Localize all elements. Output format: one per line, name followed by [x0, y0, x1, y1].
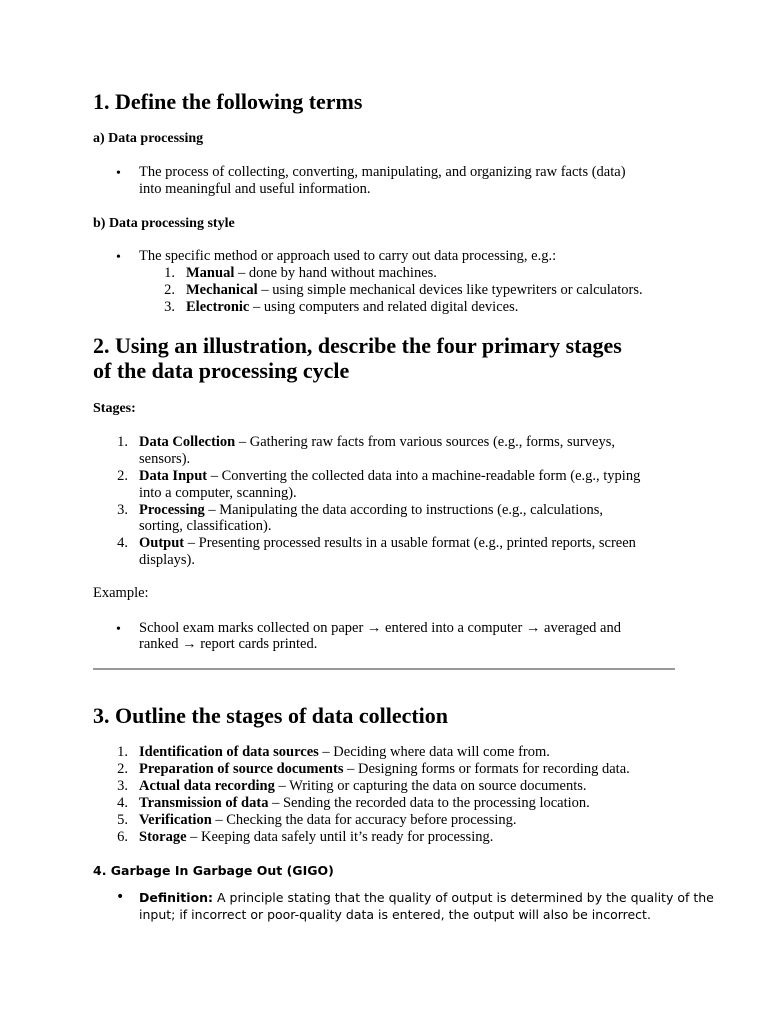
- list-item-term: Actual data recording: [139, 778, 275, 794]
- list-item-continuation: displays).: [139, 552, 195, 568]
- q2-stages-label: Stages:: [93, 401, 136, 416]
- list-item-term: Preparation of source documents: [139, 761, 344, 777]
- q2-heading-line1: 2. Using an illustration, describe the four primary stages: [93, 333, 622, 358]
- list-number: 3.: [164, 299, 175, 315]
- list-item: [139, 795, 590, 812]
- list-item: [186, 282, 643, 299]
- list-item-continuation: into a computer, scanning).: [139, 485, 297, 501]
- bullet-marker: •: [116, 250, 121, 265]
- q1a-subheading: a) Data processing: [93, 131, 204, 146]
- q1-heading: 1. Define the following terms: [93, 89, 363, 114]
- list-number: 6.: [117, 829, 128, 845]
- list-item: [139, 829, 493, 846]
- definition-label: Definition:: [139, 890, 214, 905]
- list-item: [139, 535, 636, 552]
- q4-heading: 4. Garbage In Garbage Out (GIGO): [93, 863, 334, 878]
- list-item: [139, 744, 550, 761]
- list-number: 4.: [117, 535, 128, 551]
- bullet-marker: •: [116, 622, 121, 637]
- list-item-term: Output: [139, 535, 185, 551]
- list-item: [139, 434, 615, 451]
- list-item-term: Data Input: [139, 468, 208, 484]
- q1b-subheading: b) Data processing style: [93, 216, 235, 231]
- list-item-desc: – Designing forms or formats for recording data.: [343, 761, 630, 777]
- q4-definition-line2: input; if incorrect or poor-quality data is entered, the output will also be incorrect.: [139, 907, 651, 922]
- list-item-continuation: sensors).: [139, 451, 191, 467]
- list-number: 3.: [117, 502, 128, 518]
- q3-heading: 3. Outline the stages of data collection: [93, 703, 449, 728]
- bullet-marker: •: [116, 166, 121, 181]
- list-item-term: Mechanical: [186, 282, 258, 298]
- list-number: 2.: [164, 282, 175, 298]
- list-item-desc: – done by hand without machines.: [234, 265, 437, 281]
- q4-definition-line1: [139, 889, 714, 906]
- list-item-term: Storage: [139, 829, 187, 845]
- list-number: 5.: [117, 812, 128, 828]
- list-number: 4.: [117, 795, 128, 811]
- list-item-desc: – Presenting processed results in a usable format (e.g., printed reports, screen: [184, 535, 636, 551]
- list-item-continuation: sorting, classification).: [139, 518, 272, 534]
- list-number: 3.: [117, 778, 128, 794]
- list-item-term: Electronic: [186, 299, 250, 315]
- q1b-definition: The specific method or approach used to carry out data processing, e.g.:: [139, 248, 557, 264]
- list-item: [186, 299, 518, 316]
- list-item: [139, 761, 630, 778]
- q1a-definition-line1: The process of collecting, converting, manipulating, and organizing raw facts (data): [139, 164, 626, 180]
- list-item-term: Processing: [139, 502, 205, 518]
- list-number: 1.: [117, 744, 128, 760]
- list-item-desc: – Writing or capturing the data on source documents.: [274, 778, 587, 794]
- q2-example-line2: ranked → report cards printed.: [139, 636, 318, 652]
- list-item-term: Identification of data sources: [139, 744, 319, 760]
- bullet-marker: •: [116, 889, 125, 905]
- q2-example-label: Example:: [93, 585, 149, 601]
- list-number: 2.: [117, 468, 128, 484]
- list-item: [139, 502, 603, 519]
- list-item-term: Transmission of data: [139, 795, 269, 811]
- list-item: [186, 265, 437, 282]
- list-item-desc: – Deciding where data will come from.: [318, 744, 550, 760]
- list-number: 1.: [117, 434, 128, 450]
- list-item-desc: – Checking the data for accuracy before processing.: [211, 812, 517, 828]
- list-item-desc: – Sending the recorded data to the processing location.: [268, 795, 590, 811]
- list-item-desc: – Keeping data safely until it’s ready for processing.: [186, 829, 494, 845]
- list-item-term: Verification: [139, 812, 212, 828]
- list-item-desc: – using computers and related digital devices.: [249, 299, 519, 315]
- q2-heading-line2: of the data processing cycle: [93, 358, 350, 383]
- list-item-desc: – Manipulating the data according to instructions (e.g., calculations,: [204, 502, 604, 518]
- horizontal-divider: [93, 668, 675, 670]
- q2-example-line1: School exam marks collected on paper → entered into a computer → averaged and: [139, 620, 621, 636]
- list-item-desc: – Converting the collected data into a machine-readable form (e.g., typing: [207, 468, 641, 484]
- list-item-term: Manual: [186, 265, 235, 281]
- q1a-definition-line2: into meaningful and useful information.: [139, 181, 371, 197]
- list-item-desc: – using simple mechanical devices like typewriters or calculators.: [257, 282, 643, 298]
- list-item-term: Data Collection: [139, 434, 236, 450]
- list-item: [139, 812, 517, 829]
- definition-text: A principle stating that the quality of output is determined by the quality of the: [213, 890, 714, 905]
- list-item: [139, 468, 640, 485]
- list-number: 2.: [117, 761, 128, 777]
- list-number: 1.: [164, 265, 175, 281]
- list-item-desc: – Gathering raw facts from various sources (e.g., forms, surveys,: [235, 434, 615, 450]
- list-item: [139, 778, 587, 795]
